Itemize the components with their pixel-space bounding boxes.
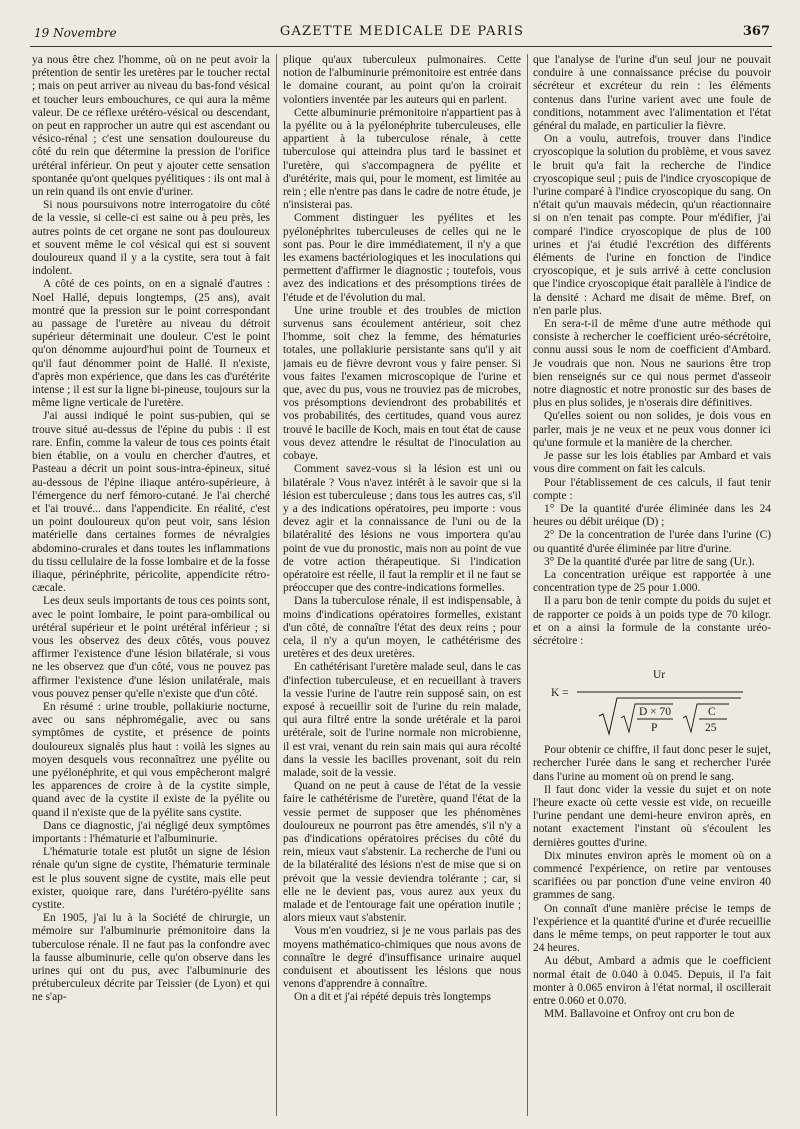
paragraph: Dans ce diagnostic, j'ai négligé deux symptômes importants : l'hématurie et l'albuminurie. xyxy=(32,819,270,845)
paragraph: A côté de ces points, on en a signalé d'autres : Noel Hallé, depuis longtemps, (25 ans), avait montré que la pression sur le point correspondant au passage de l'uretère au niveau du détroit supérieur déterminait une douleur. C'est le point qu'on dénomme aujourd'hui point de Tourneux et qu'il faut dénommer point de Hallé. Il n'existe, d'après mon expérience, que dans les cas d'urétérite intense ; il est sur la ligne bi-pineuse, toujours sur la même ligne verticale de l'uretère. xyxy=(32,278,270,410)
paragraph: En sera-t-il de même d'une autre méthode qui consiste à rechercher le coefficient uréo-sécrétoire, connu aussi sous le nom de coefficient d'Ambard. Je voudrais que non. Nous ne saurions être trop bien renseignés sur ce qui nous permet d'asseoir notre diagnostic et notre pronostic sur des bases de plus en plus solides, je n'oserais dire définitives. xyxy=(533,318,771,410)
paragraph: MM. Ballavoine et Onfroy ont cru bon de xyxy=(544,1008,735,1021)
paragraph: Vous m'en voudriez, si je ne vous parlais pas des moyens mathématico-chimiques que nous avons de connaître le degré d'insuffisance urinaire auquel conduisent et aboutissent les lésions que nous venons d'apprendre à connaître. xyxy=(283,925,521,991)
header-rule xyxy=(30,46,772,47)
formula-p: P xyxy=(651,722,658,735)
journal-title: GAZETTE MEDICALE DE PARIS xyxy=(279,24,525,39)
paragraph: Je passe sur les lois établies par Ambard et vais vous dire comment on fait les calculs. xyxy=(533,450,771,476)
paragraph: ya nous être chez l'homme, où on ne peut avoir la prétention de sentir les uretères par le toucher rectal ; mais on peut arriver au niveau du bas-fond vésical et toucher leurs embouchures, ce qui aura la même valeur. De ce réflexe urétéro-vésical ou descendant, on peut en rapprocher un autre qui est ascendant ou vésico-rénal ; c'est une sensation douloureuse du côté du rein que détermine la pression de l'orifice urétéral inférieur. On peut y ajouter cette sensation spontanée qu'ont quelques pyélitiques : ils ont mal à un rein quand ils ont envie d'uriner. xyxy=(32,54,270,199)
paragraph: Dix minutes environ après le moment où on a commencé l'expérience, on retire par ventouses scarifiées ou par ponction d'une veine environ 40 grammes de sang. xyxy=(533,849,771,902)
paragraph: Comment savez-vous si la lésion est uni ou bilatérale ? Vous n'avez intérêt à le savoir que si la lésion est tuberculeuse ; dans tous les autres cas, s'il y a des indications opératoires, peu importe : vous devez agir et la connaissance de l'uni ou de la bilatéralité des lésions ne vous importera qu'au point de vue du pronostic, mais non au point de vue de votre action thérapeutique. Si l'indication opératoire est réelle, il faut la remplir et il ne faut se préoccuper que des contre-indications formelles. xyxy=(283,463,521,595)
paragraph: Pour l'établissement de ces calculs, il faut tenir compte : xyxy=(533,476,771,502)
formula-25: 25 xyxy=(705,722,717,735)
column-divider xyxy=(276,54,277,1116)
paragraph: 2° De la concentration de l'urée dans l'urine (C) ou quantité d'urée éliminée par litre d'urine. xyxy=(533,529,771,555)
paragraph: que l'analyse de l'urine d'un seul jour ne pouvait conduire à une connaissance précise du pouvoir sécréteur et excréteur du rein : les éléments contenus dans l'urine varient avec une foule de conditions, notamment avec l'alimentation et l'état général du malade, en particulier la fièvre. xyxy=(533,54,771,133)
paragraph: Quand on ne peut à cause de l'état de la vessie faire le cathétérisme de l'uretère, quand l'état de la vessie permet de supposer que les phénomènes douloureux ne pourront pas être amendés, s'il n'y a pas d'indications opératoires précises du côté du rein, mieux vaut s'abstenir. La recherche de l'uni ou de la bilatéralité des lésions n'est de mise que si on prévoit que la vessie deviendra tolérante ; car, si elle ne le devient pas, vous aurez aux yeux du malade et de l'entourage fait une opération inutile ; alors mieux vaut s'abstenir. xyxy=(283,780,521,925)
paragraph: Si nous poursuivons notre interrogatoire du côté de la vessie, si celle-ci est saine ou à peu près, les autres points de cet organe ne sont pas douloureux et souvent même le col vésical qui est si souvent douloureux quand il y a la cystite, sera tout à fait indolent. xyxy=(32,199,270,278)
column-divider xyxy=(527,54,528,1116)
paragraph: 1° De la quantité d'urée éliminée dans les 24 heures ou débit uréique (D) ; xyxy=(533,502,771,529)
page-header xyxy=(34,22,770,46)
paragraph: Au début, Ambard a admis que le coefficient normal était de 0.040 à 0.045. Depuis, il l'a fait monter à 0.065 environ à l'état normal, il oscillerait entre 0.060 et 0.070. xyxy=(533,955,771,1007)
paragraph: J'ai aussi indiqué le point sus-pubien, qui se trouve situé au-dessus de l'épine du pubis : il est rare. Enfin, comme la valeur de tous ces points était bien établie, on a voulu en chercher d'autres, et Pasteau a décrit un point sous-intra-épineux, situé au-dessous de l'épine iliaque antéro-supérieure, à l'émergence du nerf fémoro-cutané. Je l'ai cherché et l'ai trouvé... dans l'appendicite. En réalité, c'est un point douloureux qu'on peut voir, sans lésion matérielle dans certaines formes de névralgies abdomino-crurales et dans toutes les inflammations du tissu cellulaire de la fosse lombaire et de la fosse iliaque, périnéphrite, péricolite, appendicite rétro-cæcale. xyxy=(32,410,270,595)
paragraph: La concentration uréique est rapportée à une concentration type de 25 pour 1.000. xyxy=(533,568,771,595)
urea-constant-formula xyxy=(533,652,771,738)
paragraph: 3° De la quantité d'urée par litre de sang (Ur.). xyxy=(544,555,755,568)
paragraph: On connaît d'une manière précise le temps de l'expérience et la quantité d'urine et d'urée recueillie dans le même temps, on peut rapporter le tout aux 24 heures. xyxy=(533,902,771,955)
paragraph: Qu'elles soient ou non solides, je dois vous en parler, mais je ne veux et ne peux vous donner ici qu'une formule et la manière de la chercher. xyxy=(533,410,771,449)
paragraph: Cette albuminurie prémonitoire n'appartient pas à la pyélite ou à la pyélonéphrite tuberculeuses, elle appartient à la tuberculose rénale, à cette tuberculose qui atteindra plus tard le bassinet et l'uretère, qui s'accompagnera de pyélite et d'urétérite, mais qui, pour le moment, est limitée au rein ; elle n'entre pas dans le cadre de notre étude, je n'insisterai pas. xyxy=(283,106,521,212)
paragraph: On a voulu, autrefois, trouver dans l'indice cryoscopique la solution du problème, et vous savez le bruit qu'a fait la recherche de l'indice cryoscopique seul ; puis de l'indice cryoscopique de l'urine comparé à l'indice cryoscopique du sang. On n'était qu'un mauvais médecin, qu'un réactionnaire si on n'en tenait pas compte. Pour m'édifier, j'ai comparé l'indice cryoscopique de plus de 100 urines et j'ai étudié l'excrétion des différents éléments de l'urine en fonction de l'indice cryoscopique, et je suis arrivé à cette conclusion que l'indice cryoscopique était parallèle à l'indice de la densité : Achard me disait de même. Bref, on n'en parle plus. xyxy=(533,133,771,317)
paragraph: On a dit et j'ai répété depuis très longtemps xyxy=(294,991,491,1004)
paragraph: Les deux seuls importants de tous ces points sont, avec le point lombaire, le point para-ombilical ou urétéral supérieur et le point urétéral inférieur ; si vous les observez des deux côtés, vous pouvez affirmer l'existence d'une lésion bilatérale, si vous ne les observez que d'un côté, vous ne pouvez pas affirmer l'existence d'une lésion unilatérale, mais vous pouvez penser qu'elle n'existe que d'un côté. xyxy=(32,595,270,700)
formula-graphic xyxy=(533,652,771,738)
paragraph: En cathétérisant l'uretère malade seul, dans le cas d'infection tuberculeuse, et en recueillant à travers la vessie l'urine de l'autre rein supposé sain, on est exposé à recueillir soit de l'urine du rein malade, qui aura filtré entre la sonde urétérale et la paroi urétérale, soit de l'urine normale non microbienne, il est vrai, venant du rein sain mais qui aura récolté dans la vessie les bacilles provenant, soit du rein malade, soit de la vessie. xyxy=(283,661,521,779)
header-date: 19 Novembre xyxy=(34,26,117,40)
paragraph: Comment distinguer les pyélites et les pyélonéphrites tuberculeuses de celles qui ne le sont pas. Pour le dire immédiatement, il n'y a que les examens bactériologiques et les inoculations qui permettent d'affirmer le diagnostic ; toutefois, vous avez des indications et des présomptions tirées de l'étude et de l'évolution du mal. xyxy=(283,212,521,304)
paragraph: En 1905, j'ai lu à la Société de chirurgie, un mémoire sur l'albuminurie prémonitoire dans la tuberculose rénale. Il ne faut pas la confondre avec la fausse albuminurie, celle qu'on observe dans les urines qui ont du pus, avec l'albuminurie des prétuberculeux décrite par Teissier (de Lyon) et qui ne s'ap- xyxy=(32,912,270,1004)
column-2 xyxy=(283,54,521,1116)
formula-d70: D × 70 xyxy=(639,706,672,719)
paragraph: Il faut donc vider la vessie du sujet et on note l'heure exacte où cette vessie est vide, on recueille l'urine pendant une demi-heure environ après, en notant exactement l'instant où s'écoulent les dernières gouttes d'urine. xyxy=(533,783,771,849)
paragraph: Pour obtenir ce chiffre, il faut donc peser le sujet, rechercher l'urée dans le sang et rechercher l'urée dans l'urine au moment où on prend le sang. xyxy=(533,744,771,783)
paragraph: Il a paru bon de tenir compte du poids du sujet et de rapporter ce poids à un poids type de 70 kilogr. et on a ainsi la formule de la constante uréo-sécrétoire : xyxy=(533,595,771,647)
formula-c: C xyxy=(708,706,716,719)
formula-k: K = xyxy=(551,687,569,700)
paragraph: L'hématurie totale est plutôt un signe de lésion rénale qu'un signe de cystite, l'hématurie terminale est le plus souvent signe de cystite, mais elle peut exister, quoique rare, dans l'urétéro-pyélite sans cystite. xyxy=(32,846,270,911)
paragraph: En résumé : urine trouble, pollakiurie nocturne, avec ou sans néphromégalie, avec ou sans symptômes de cystite, et présence de points douloureux signalés plus haut : voilà les signes au moyen desquels vous reconnaîtrez une pyélite ou une pyélonéphrite, et qui vous empêcheront malgré les apparences de croire à de la cystite simple, quand avec de la cystite il existe de la pyélite ou quand il n'existe que de la pyélite sans cystite. xyxy=(32,700,270,819)
column-3 xyxy=(533,54,771,1116)
page-number: 367 xyxy=(742,24,770,39)
paragraph: plique qu'aux tuberculeux pulmonaires. Cette notion de l'albuminurie prémonitoire est entrée dans le domaine courant, au point qu'on la croirait volontiers inventée par les auteurs qui en parlent. xyxy=(283,54,521,106)
column-1 xyxy=(32,54,270,1116)
paragraph: Une urine trouble et des troubles de miction survenus sans écoulement antérieur, soit chez l'homme, soit chez la femme, des hématuries totales, une pollakiurie persistante sans qu'il y ait jamais eu de fièvre devront vous y faire penser. Si vous faites l'examen microscopique de l'urine et que, avec du pus, vous ne trouviez pas de microbes, vos présomptions deviendront des probabilités et vos probabilités, des certitudes, quand vous aurez trouvé le bacille de Koch, mais en tout état de cause vous devez attendre le résultat de l'inoculation au cobaye. xyxy=(283,304,521,463)
formula-numerator: Ur xyxy=(653,669,666,682)
paragraph: Dans la tuberculose rénale, il est indispensable, à moins d'indications opératoires formelles, existant d'un côté, de connaître l'état des deux reins ; pour cela, il n'y a qu'un moyen, le cathétérisme des uretères et des deux uretères. xyxy=(283,595,521,661)
